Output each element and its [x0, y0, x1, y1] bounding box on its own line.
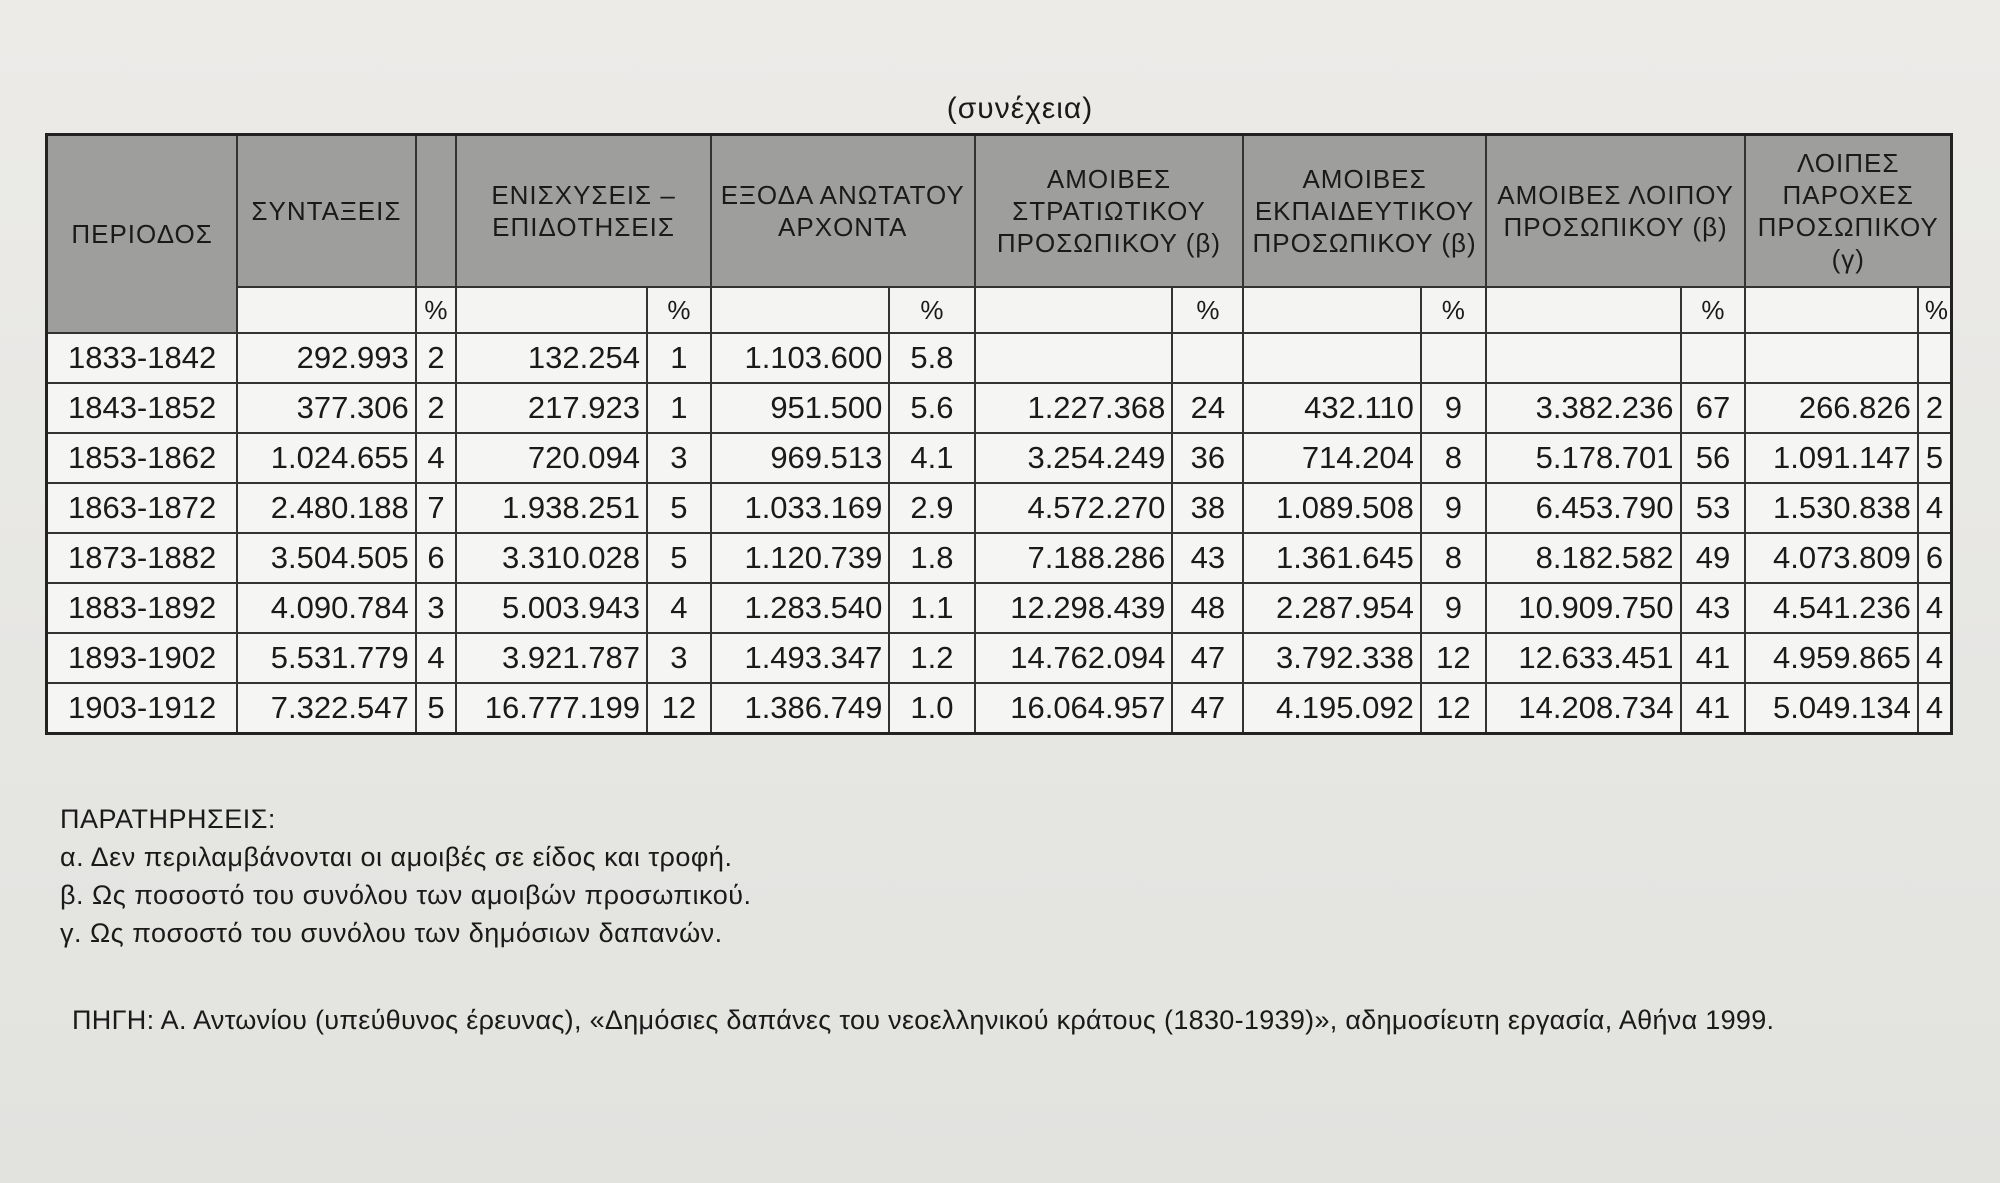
amount-cell: 1.103.600: [711, 333, 890, 383]
percent-cell: 8: [1421, 533, 1486, 583]
percent-cell: 1.1: [889, 583, 974, 633]
table-row: [47, 433, 1952, 483]
percent-cell: 49: [1681, 533, 1746, 583]
percent-cell: 41: [1681, 683, 1746, 734]
pct-label: %: [647, 287, 711, 333]
percent-cell: 43: [1681, 583, 1746, 633]
source-citation: ΠΗΓΗ: Α. Αντωνίου (υπεύθυνος έρευνας), «Δημόσιες δαπάνες του νεοελληνικού κράτους (1830-1939)», αδημοσίευτη εργασία, Αθήνα 1999.: [72, 1005, 1775, 1035]
percent-cell: 56: [1681, 433, 1746, 483]
period-cell: 1833-1842: [47, 333, 238, 383]
header-row: [47, 135, 1952, 288]
table-row: [47, 483, 1952, 533]
pct-label: %: [1172, 287, 1243, 333]
table-row: [47, 633, 1952, 683]
amount-cell: 3.921.787: [456, 633, 647, 683]
percent-cell: 38: [1172, 483, 1243, 533]
percent-cell: 43: [1172, 533, 1243, 583]
amount-cell: 132.254: [456, 333, 647, 383]
percent-cell: 4: [647, 583, 711, 633]
percent-cell: 9: [1421, 483, 1486, 533]
amount-cell: 377.306: [237, 383, 416, 433]
table-row: [47, 533, 1952, 583]
percent-cell: 2: [416, 333, 457, 383]
amount-cell: 3.310.028: [456, 533, 647, 583]
period-cell: 1893-1902: [47, 633, 238, 683]
percent-cell: 9: [1421, 383, 1486, 433]
header-head-of-state: ΕΞΟΔΑ ΑΝΩΤΑΤΟΥ ΑΡΧΟΝΤΑ: [711, 135, 975, 288]
amount-cell: 4.541.236: [1745, 583, 1917, 633]
amount-cell: [1243, 333, 1421, 383]
amount-cell: [975, 333, 1173, 383]
pct-label: %: [1681, 287, 1746, 333]
notes: [60, 800, 752, 952]
header-military-pay: ΑΜΟΙΒΕΣ ΣΤΡΑΤΙΩΤΙΚΟΥ ΠΡΟΣΩΠΙΚΟΥ (β): [975, 135, 1244, 288]
pct-label: %: [1918, 287, 1952, 333]
amount-cell: 4.090.784: [237, 583, 416, 633]
note-item: γ. Ως ποσοστό του συνόλου των δημόσιων δαπανών.: [60, 918, 723, 948]
percent-cell: 4.1: [889, 433, 974, 483]
amount-cell: 6.453.790: [1486, 483, 1681, 533]
percent-cell: 4: [1918, 483, 1952, 533]
percent-cell: 9: [1421, 583, 1486, 633]
amount-cell: 3.792.338: [1243, 633, 1421, 683]
percent-cell: 48: [1172, 583, 1243, 633]
amount-cell: 16.777.199: [456, 683, 647, 734]
amount-cell: 4.195.092: [1243, 683, 1421, 734]
amount-cell: 1.283.540: [711, 583, 890, 633]
notes-title: ΠΑΡΑΤΗΡΗΣΕΙΣ:: [60, 804, 276, 834]
percent-cell: 2.9: [889, 483, 974, 533]
amount-cell: [1486, 333, 1681, 383]
table-body: [47, 333, 1952, 734]
percent-cell: 5: [647, 483, 711, 533]
amount-cell: 7.188.286: [975, 533, 1173, 583]
period-cell: 1873-1882: [47, 533, 238, 583]
amount-cell: 3.504.505: [237, 533, 416, 583]
amount-cell: 1.024.655: [237, 433, 416, 483]
expenditure-table: [45, 133, 1953, 735]
amount-cell: 1.033.169: [711, 483, 890, 533]
amount-cell: 1.530.838: [1745, 483, 1917, 533]
amount-cell: 16.064.957: [975, 683, 1173, 734]
amount-cell: 14.762.094: [975, 633, 1173, 683]
table-row: [47, 383, 1952, 433]
subheader-row: [47, 287, 1952, 333]
percent-cell: 5: [647, 533, 711, 583]
amount-cell: 8.182.582: [1486, 533, 1681, 583]
period-cell: 1883-1892: [47, 583, 238, 633]
percent-cell: 5: [1918, 433, 1952, 483]
percent-cell: 2: [416, 383, 457, 433]
pct-label: %: [1421, 287, 1486, 333]
percent-cell: 47: [1172, 683, 1243, 734]
amount-cell: 3.382.236: [1486, 383, 1681, 433]
amount-cell: 1.091.147: [1745, 433, 1917, 483]
amount-cell: 969.513: [711, 433, 890, 483]
percent-cell: 41: [1681, 633, 1746, 683]
percent-cell: 4: [1918, 633, 1952, 683]
percent-cell: 1: [647, 383, 711, 433]
amount-cell: 4.572.270: [975, 483, 1173, 533]
percent-cell: 1: [647, 333, 711, 383]
percent-cell: 1.0: [889, 683, 974, 734]
period-cell: 1843-1852: [47, 383, 238, 433]
amount-cell: 14.208.734: [1486, 683, 1681, 734]
percent-cell: 47: [1172, 633, 1243, 683]
percent-cell: 7: [416, 483, 457, 533]
percent-cell: [1421, 333, 1486, 383]
table-row: [47, 583, 1952, 633]
percent-cell: 12: [1421, 633, 1486, 683]
percent-cell: 67: [1681, 383, 1746, 433]
amount-cell: 714.204: [1243, 433, 1421, 483]
amount-cell: 1.089.508: [1243, 483, 1421, 533]
period-cell: 1853-1862: [47, 433, 238, 483]
percent-cell: [1681, 333, 1746, 383]
header-pensions: ΣΥΝΤΑΞΕΙΣ: [237, 135, 416, 288]
percent-cell: 4: [1918, 683, 1952, 734]
percent-cell: 12: [647, 683, 711, 734]
percent-cell: 12: [1421, 683, 1486, 734]
percent-cell: 3: [647, 433, 711, 483]
note-item: α. Δεν περιλαμβάνονται οι αμοιβές σε είδος και τροφή.: [60, 842, 733, 872]
amount-cell: 217.923: [456, 383, 647, 433]
percent-cell: 53: [1681, 483, 1746, 533]
table-row: [47, 333, 1952, 383]
amount-cell: 1.120.739: [711, 533, 890, 583]
percent-cell: 4: [416, 633, 457, 683]
percent-cell: 4: [416, 433, 457, 483]
percent-cell: 6: [416, 533, 457, 583]
percent-cell: 8: [1421, 433, 1486, 483]
percent-cell: 3: [416, 583, 457, 633]
amount-cell: 5.178.701: [1486, 433, 1681, 483]
header-subsidies: ΕΝΙΣΧΥΣΕΙΣ – ΕΠΙΔΟΤΗΣΕΙΣ: [456, 135, 711, 288]
header-education-pay: ΑΜΟΙΒΕΣ ΕΚΠΑΙΔΕΥΤΙΚΟΥ ΠΡΟΣΩΠΙΚΟΥ (β): [1243, 135, 1485, 288]
amount-cell: 4.959.865: [1745, 633, 1917, 683]
amount-cell: 4.073.809: [1745, 533, 1917, 583]
pct-label: %: [416, 287, 457, 333]
percent-cell: [1172, 333, 1243, 383]
percent-cell: 2: [1918, 383, 1952, 433]
percent-cell: 5: [416, 683, 457, 734]
percent-cell: 1.2: [889, 633, 974, 683]
amount-cell: 5.049.134: [1745, 683, 1917, 734]
period-cell: 1903-1912: [47, 683, 238, 734]
amount-cell: 1.386.749: [711, 683, 890, 734]
pct-label: %: [889, 287, 974, 333]
percent-cell: 3: [647, 633, 711, 683]
percent-cell: 36: [1172, 433, 1243, 483]
amount-cell: 12.298.439: [975, 583, 1173, 633]
percent-cell: 24: [1172, 383, 1243, 433]
amount-cell: 720.094: [456, 433, 647, 483]
amount-cell: 5.003.943: [456, 583, 647, 633]
amount-cell: 3.254.249: [975, 433, 1173, 483]
percent-cell: 1.8: [889, 533, 974, 583]
amount-cell: 2.287.954: [1243, 583, 1421, 633]
percent-cell: 6: [1918, 533, 1952, 583]
amount-cell: 12.633.451: [1486, 633, 1681, 683]
amount-cell: 432.110: [1243, 383, 1421, 433]
amount-cell: 292.993: [237, 333, 416, 383]
period-cell: 1863-1872: [47, 483, 238, 533]
percent-cell: [1918, 333, 1952, 383]
amount-cell: 2.480.188: [237, 483, 416, 533]
amount-cell: 266.826: [1745, 383, 1917, 433]
amount-cell: 5.531.779: [237, 633, 416, 683]
percent-cell: 5.8: [889, 333, 974, 383]
amount-cell: 7.322.547: [237, 683, 416, 734]
percent-cell: 5.6: [889, 383, 974, 433]
continued-label: (συνέχεια): [946, 92, 1094, 125]
percent-cell: 4: [1918, 583, 1952, 633]
amount-cell: 951.500: [711, 383, 890, 433]
table-row: [47, 683, 1952, 734]
amount-cell: [1745, 333, 1917, 383]
note-item: β. Ως ποσοστό του συνόλου των αμοιβών προσωπικού.: [60, 880, 752, 910]
header-period: ΠΕΡΙΟΔΟΣ: [47, 135, 238, 334]
amount-cell: 1.227.368: [975, 383, 1173, 433]
amount-cell: 1.938.251: [456, 483, 647, 533]
amount-cell: 1.493.347: [711, 633, 890, 683]
header-other-pay: ΑΜΟΙΒΕΣ ΛΟΙΠΟΥ ΠΡΟΣΩΠΙΚΟΥ (β): [1486, 135, 1746, 288]
header-other-benefits: ΛΟΙΠΕΣ ΠΑΡΟΧΕΣ ΠΡΟΣΩΠΙΚΟΥ (γ): [1745, 135, 1951, 288]
amount-cell: 10.909.750: [1486, 583, 1681, 633]
amount-cell: 1.361.645: [1243, 533, 1421, 583]
